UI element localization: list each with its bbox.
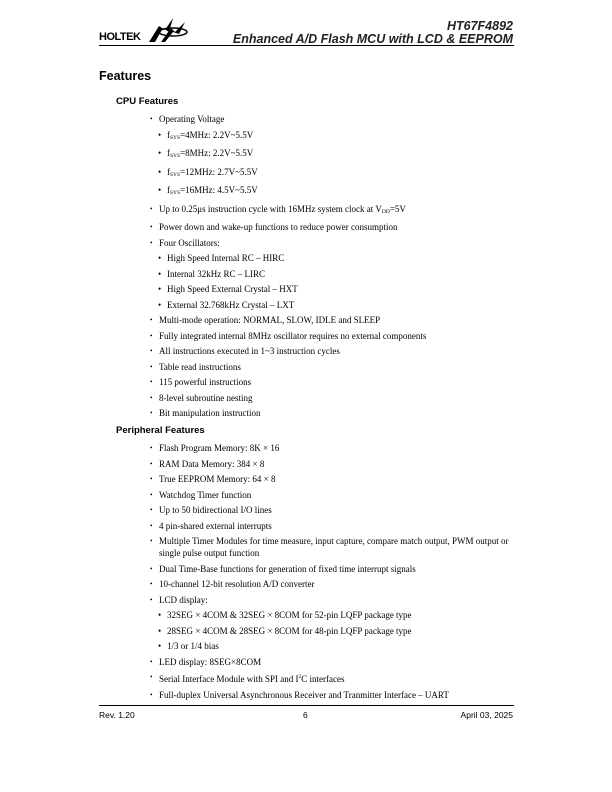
item-text: 115 powerful instructions (159, 377, 252, 387)
list-item (150, 407, 516, 419)
item-text: 10-channel 12-bit resolution A/D converter (159, 579, 315, 589)
item-text: All instructions executed in 1~3 instruction cycles (159, 346, 340, 356)
item-text: Four Oscillators: (159, 237, 220, 248)
list-item (150, 237, 516, 249)
superscript: 2 (298, 674, 302, 680)
item-text: C interfaces (301, 674, 345, 684)
list-item (150, 203, 516, 218)
item-text: 8-level subroutine nesting (159, 392, 253, 403)
date: April 03, 2025 (460, 710, 513, 720)
item-text: Watchdog Timer function (159, 489, 252, 500)
subscript: DD (381, 208, 390, 215)
list-item (150, 689, 516, 701)
item-text: Up to 0.25μs instruction cycle with 16MHz system clock at V (159, 203, 382, 214)
item-text: 28SEG × 4COM & 28SEG × 8COM for 48-pin LQFP package type (167, 625, 412, 636)
features-content (116, 96, 516, 704)
sub-list-item (158, 252, 516, 264)
item-text: Full-duplex Universal Asynchronous Receiver and Tranmitter Interface – UART (159, 689, 449, 700)
item-text: f (167, 185, 170, 195)
item-text: LCD display: (159, 594, 208, 605)
list-item (150, 392, 516, 404)
item-text: =16MHz: 4.5V~5.5V (180, 185, 258, 195)
item-text: True EEPROM Memory: 64 × 8 (159, 474, 276, 484)
list-item (150, 504, 516, 516)
list-item (150, 330, 516, 342)
item-text: Multiple Timer Modules for time measure, input capture, compare match output, PWM output or single pulse output function (159, 536, 509, 558)
list-item (150, 489, 516, 501)
sub-list-item (158, 609, 516, 621)
item-text: External 32.768kHz Crystal – LXT (167, 299, 295, 310)
item-text: Up to 50 bidirectional I/O lines (159, 505, 272, 515)
item-text: =8MHz: 2.2V~5.5V (180, 148, 254, 158)
subscript: SYS (170, 171, 181, 178)
sub-list-item (158, 184, 516, 199)
list-item (150, 442, 516, 454)
item-text: f (167, 166, 170, 177)
subscript: SYS (170, 134, 181, 141)
sub-list-item (158, 147, 516, 162)
footer-rule (99, 705, 514, 706)
item-text: Dual Time-Base functions for generation of fixed time interrupt signals (159, 563, 416, 574)
list-item (150, 345, 516, 357)
item-text: Serial Interface Module with SPI and I (159, 674, 299, 684)
list-item (150, 671, 516, 685)
item-text: High Speed External Crystal – HXT (167, 284, 298, 294)
item-text: 1/3 or 1/4 bias (167, 641, 219, 651)
subscript: SYS (170, 190, 181, 196)
list-item (150, 535, 516, 559)
item-text: =12MHz: 2.7V~5.5V (180, 166, 258, 177)
part-number: HT67F4892 (446, 19, 513, 33)
subscript: SYS (170, 153, 181, 159)
list-item (150, 221, 516, 233)
list-item (150, 376, 516, 388)
page-title: Features (99, 69, 152, 83)
section-heading: Peripheral Features (116, 425, 205, 436)
item-text: =4MHz: 2.2V~5.5V (180, 129, 254, 140)
sub-list-item (158, 625, 516, 637)
item-text: RAM Data Memory: 384 × 8 (159, 458, 265, 469)
list-item (150, 578, 516, 590)
item-text: f (167, 129, 170, 140)
item-text: Internal 32kHz RC – LIRC (167, 268, 265, 279)
item-text: Fully integrated internal 8MHz oscillator requires no external components (159, 330, 427, 341)
list-item (150, 520, 516, 532)
document-subtitle: Enhanced A/D Flash MCU with LCD & EEPROM (232, 31, 513, 46)
sub-list-item (158, 268, 516, 280)
item-text: Table read instructions (159, 361, 241, 372)
list-item (150, 361, 516, 373)
sub-list-item (158, 299, 516, 311)
item-text: 32SEG × 4COM & 32SEG × 8COM for 52-pin LQFP package type (167, 610, 412, 620)
item-text: Power down and wake-up functions to reduce power consumption (159, 222, 398, 232)
item-text: Flash Program Memory: 8K × 16 (159, 443, 280, 453)
revision: Rev. 1.20 (99, 710, 135, 720)
list-item (150, 563, 516, 575)
sub-list-item (158, 129, 516, 144)
item-text: Operating Voltage (159, 114, 225, 124)
section-heading: CPU Features (116, 96, 179, 107)
list-item (150, 473, 516, 485)
list-item (150, 458, 516, 470)
item-text: High Speed Internal RC – HIRC (167, 253, 285, 263)
item-text: f (167, 148, 170, 158)
list-item (150, 656, 516, 668)
item-text: Bit manipulation instruction (159, 408, 261, 418)
page-number: 6 (303, 710, 308, 720)
sub-list-item (158, 283, 516, 295)
item-text: 4 pin-shared external interrupts (159, 520, 272, 531)
sub-list-item (158, 166, 516, 181)
list-item (150, 314, 516, 326)
item-text: Multi-mode operation: NORMAL, SLOW, IDLE and SLEEP (159, 315, 381, 325)
item-text: LED display: 8SEG×8COM (159, 656, 262, 667)
list-item (150, 113, 516, 125)
holtek-logo (99, 16, 189, 44)
header-rule (99, 45, 514, 46)
list-item (150, 594, 516, 606)
svg-text:HOLTEK: HOLTEK (99, 31, 141, 43)
item-text: =5V (389, 203, 406, 214)
document-header (233, 20, 513, 45)
sub-list-item (158, 640, 516, 652)
